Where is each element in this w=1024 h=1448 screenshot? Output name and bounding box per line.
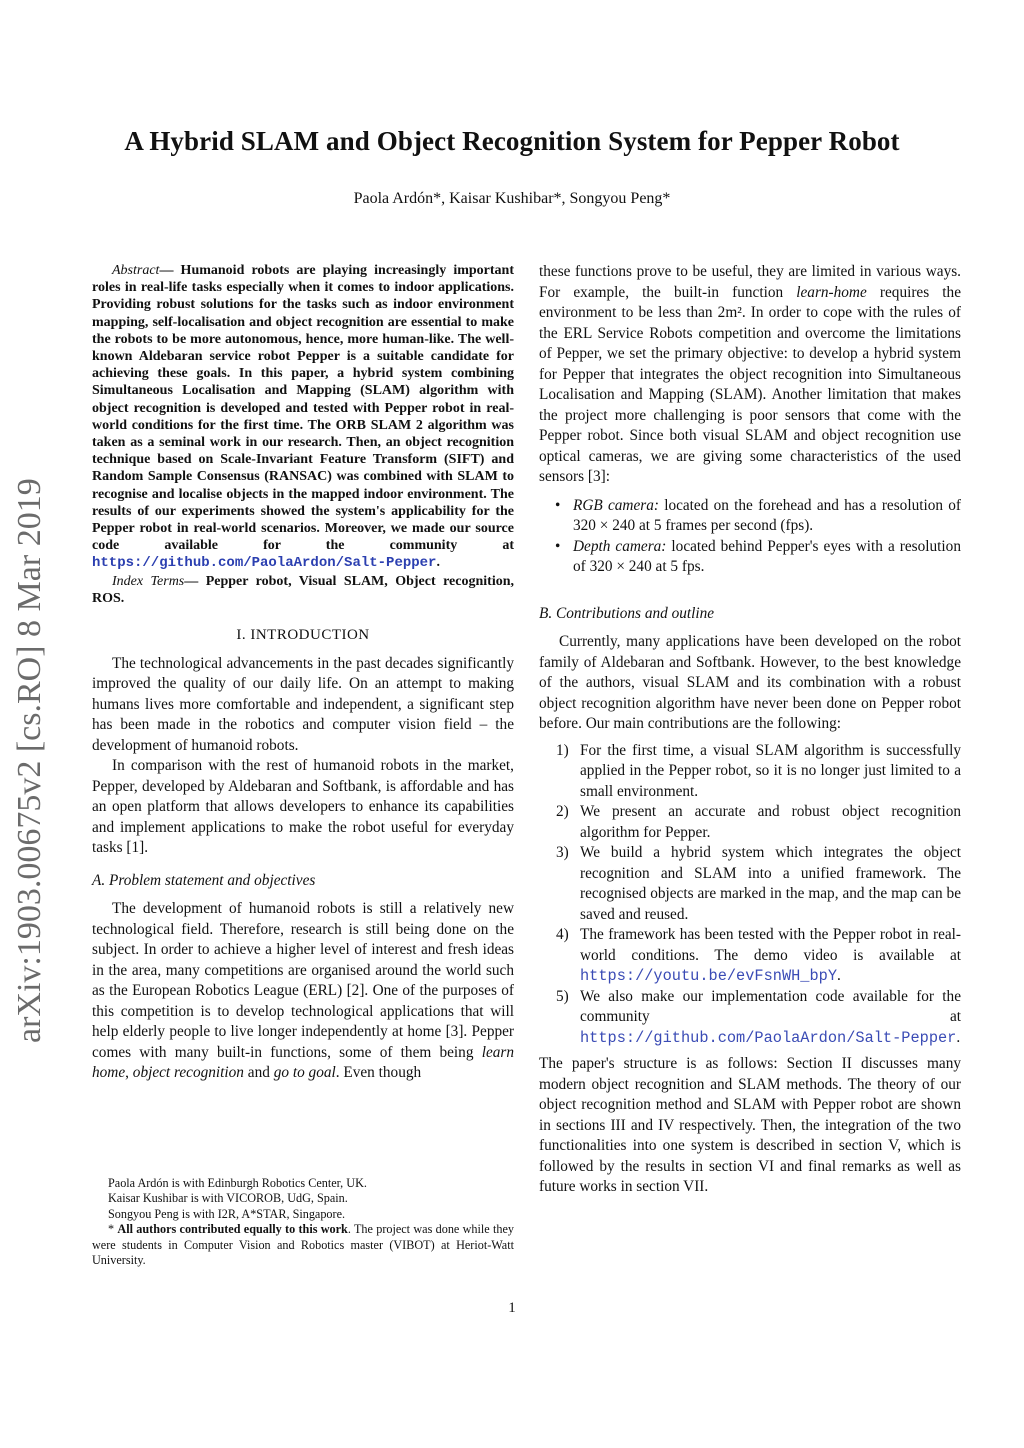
- objective-paragraph: these functions prove to be useful, they are limited in various ways. For example, the built-in function learn-home requires the environment to be less than 2m². In order to cope with the rules of the ERL Service Robots competition and overcome the limitations of Pepper, we set the primary objective: to develop a hybrid system for Pepper that integrates the object recognition into Simultaneous Localisation and Mapping (SLAM). Another limitation that makes the project more challenging is poor sensors that come with the Pepper robot. Since both visual SLAM and object recognition use optical cameras, we are giving some characteristics of the used sensors [3]:: [539, 263, 961, 485]
- problem-paragraph: The development of humanoid robots is still a relatively new technological field. Therefore, research is still being done on the subject. In order to achieve a higher level of interest and fresh ideas in the area, many competitions are organised around the world such as the European Robotics League (ERL) [2]. One of the purposes of this competition is to develop technological applications that will help elderly people to live longer independently at home [3]. Pepper comes with many built-in functions, some of them being learn home, object recognition and go to goal. Even though: [92, 900, 514, 1082]
- list-item: • RGB camera: located on the forehead and has a resolution of 320 × 240 at 5 frames per second (fps).: [573, 496, 961, 537]
- footnote-peng: Songyou Peng is with I2R, A*STAR, Singapore.: [108, 1206, 346, 1221]
- footnote-equal-contribution: * All authors contributed equally to this work. The project was done while they were students in Computer Vision and Robotics master (VIBOT) at Heriot-Watt University.: [92, 1222, 514, 1268]
- list-item: 3) We build a hybrid system which integrates the object recognition and SLAM into a unified framework. The recognised objects are marked in the map, and the map can be saved and reused.: [556, 844, 961, 923]
- section-heading-introduction: I. INTRODUCTION: [236, 627, 370, 644]
- footnote-ardon: Paola Ardón is with Edinburgh Robotics Center, UK.: [108, 1176, 367, 1190]
- footnotes: [92, 1176, 514, 1268]
- intro-paragraph-2: In comparison with the rest of humanoid robots in the market, Pepper, developed by Aldebaran and Softbank, is affordable and has an open platform that allows developers to enhance its capabilities and implement applications to make the robot useful for everyday tasks [1].: [92, 757, 514, 857]
- abstract-label: Abstract: [112, 263, 160, 278]
- function-object-recognition: object recognition: [132, 1064, 244, 1082]
- demo-video-link[interactable]: https://youtu.be/evFsnWH_bpY: [580, 967, 838, 985]
- sensor-list: [539, 496, 961, 578]
- contributions-paragraph: Currently, many applications have been developed on the robot family of Aldebaran and Softbank. However, to the best knowledge of the authors, visual SLAM and its combination with a robust object recognition algorithm have never been done on Pepper robot before. Our main contributions are the following:: [539, 633, 961, 732]
- list-item: 1) For the first time, a visual SLAM algorithm is successfully applied in the Pepper robot, so it is no longer just limited to a small environment.: [556, 741, 961, 800]
- function-learn-home-inline: learn-home: [796, 283, 867, 301]
- outline-paragraph: The paper's structure is as follows: Section II discusses many modern object recognition and SLAM methods. The theory of our object recognition method and SLAM with Pepper robot are shown in sections III and IV respectively. Then, the integration of the two functionalities into one system is described in section V, which is followed by the results in section VI and final remarks as well as future works in section VII.: [539, 1055, 961, 1195]
- footnote-kushibar: Kaisar Kushibar is with VICOROB, UdG, Spain.: [108, 1191, 348, 1206]
- contributions-list: [539, 741, 961, 1049]
- abstract: Abstract— Humanoid robots are playing increasingly important roles in real-life tasks especially when it comes to indoor applications. Providing robust solutions for the tasks such as indoor environment mapping, self-localisation and object recognition are essential to make the robots to be more autonomous, hence, more human-like. The well-known Aldebaran service robot Pepper is a suitable candidate for achieving these goals. In this paper, a hybrid system combining Simultaneous Localisation and Mapping (SLAM) algorithm with object recognition is developed and tested with Pepper robot in real-world conditions for the first time. The ORB SLAM 2 algorithm was taken as a seminal work in our research. Then, an object recognition technique based on Scale-Invariant Feature Transform (SIFT) and Random Sample Consensus (RANSAC) was combined with SLAM to recognise and localise objects in the mapped indoor environment. The results of our experiments showed the system's applicability for the Pepper robot in real-world scenarios. Moreover, we made our source code available for the community at https://github.com/PaolaArdon/Salt-Pepper.: [92, 263, 514, 572]
- paper-title: A Hybrid SLAM and Object Recognition System for Pepper Robot: [124, 126, 900, 156]
- list-item: 4) The framework has been tested with the Pepper robot in real-world conditions. The demo video is available at https://youtu.be/evFsnWH_bpY.: [556, 926, 961, 985]
- source-code-link[interactable]: https://github.com/PaolaArdon/Salt-Pepper: [580, 1028, 957, 1047]
- list-item: 5) We also make our implementation code available for the community at https://github.com/PaolaArdon/Salt-Pepper.: [556, 987, 961, 1047]
- abstract-source-link[interactable]: https://github.com/PaolaArdon/Salt-Pepper: [92, 555, 437, 572]
- function-go-to-goal: go to goal: [273, 1064, 336, 1082]
- right-column: [539, 262, 961, 1198]
- subsection-heading-problem: A. Problem statement and objectives: [92, 871, 316, 889]
- index-terms-label: Index Terms: [112, 573, 185, 589]
- index-terms: [92, 573, 514, 607]
- abstract-text: — Humanoid robots are playing increasingly important roles in real-life tasks especially when it comes to indoor applications. Providing robust solutions for the tasks such as indoor environment mapping, self-localisation and object recognition are essential to make the robots to be more autonomous, hence, more human-like. The well-known Aldebaran service robot Pepper is a suitable candidate for achieving these goals. In this paper, a hybrid system combining Simultaneous Localisation and Mapping (SLAM) algorithm with object recognition is developed and tested with Pepper robot in real-world conditions for the first time. The ORB SLAM 2 algorithm was taken as a seminal work in our research. Then, an object recognition technique based on Scale-Invariant Feature Transform (SIFT) and Random Sample Consensus (RANSAC) was combined with SLAM to recognise and localise objects in the mapped indoor environment. The results of our experiments showed the system's applicability for the Pepper robot in real-world scenarios. Moreover, we made our source code available for the community at: [92, 263, 514, 554]
- intro-paragraph-1: The technological advancements in the past decades significantly improved the quality of our daily life. On an attempt to making humans lives more comfortable and independent, a significant step has been made in the robotics and computer vision field – the development of humanoid robots.: [92, 654, 514, 754]
- left-column: [92, 262, 514, 1084]
- page-number: 1: [508, 1300, 516, 1316]
- arxiv-identifier: arXiv:1903.00675v2 [cs.RO] 8 Mar 2019: [11, 478, 48, 1043]
- list-item: • Depth camera: located behind Pepper's eyes with a resolution of 320 × 240 at 5 fps.: [573, 537, 961, 578]
- index-terms-text: — Pepper robot, Visual SLAM, Object recognition, ROS.: [92, 573, 514, 606]
- list-item: 2) We present an accurate and robust object recognition algorithm for Pepper.: [556, 803, 961, 841]
- function-learn-home: learn home: [92, 1043, 514, 1082]
- subsection-heading-contributions: B. Contributions and outline: [539, 604, 715, 622]
- author-list: Paola Ardón*, Kaisar Kushibar*, Songyou Peng*: [353, 190, 671, 207]
